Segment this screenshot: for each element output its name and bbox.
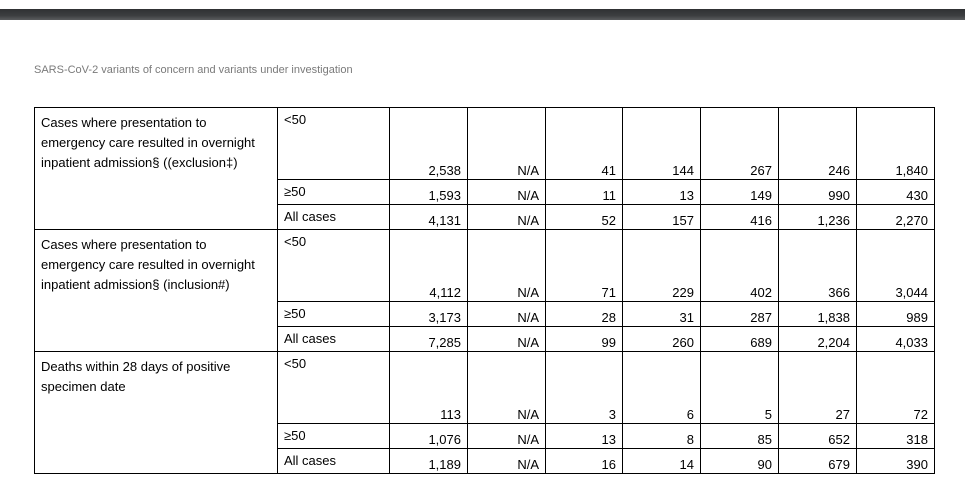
cell-value: 989 — [857, 302, 935, 327]
age-band: ≥50 — [278, 424, 390, 449]
cell-value: 1,838 — [779, 302, 857, 327]
cell-value: 85 — [701, 424, 779, 449]
age-band: <50 — [278, 352, 390, 424]
cell-value: 1,076 — [390, 424, 468, 449]
age-band: ≥50 — [278, 302, 390, 327]
cell-value: 402 — [701, 230, 779, 302]
table-row — [35, 230, 935, 302]
cell-value: 72 — [857, 352, 935, 424]
age-band: <50 — [278, 108, 390, 180]
cell-value: 652 — [779, 424, 857, 449]
cell-value: 90 — [701, 449, 779, 474]
cell-value: 430 — [857, 180, 935, 205]
cell-value: 16 — [546, 449, 623, 474]
table-row — [35, 108, 935, 180]
cell-value: 113 — [390, 352, 468, 424]
cell-value: 990 — [779, 180, 857, 205]
cell-value: 246 — [779, 108, 857, 180]
cell-value: N/A — [468, 352, 546, 424]
cell-value: 99 — [546, 327, 623, 352]
cell-value: N/A — [468, 449, 546, 474]
cell-value: 41 — [546, 108, 623, 180]
cell-value: 13 — [546, 424, 623, 449]
cell-value: 3 — [546, 352, 623, 424]
cell-value: N/A — [468, 327, 546, 352]
cell-value: 390 — [857, 449, 935, 474]
cell-value: 260 — [623, 327, 701, 352]
cell-value: 1,593 — [390, 180, 468, 205]
cell-value: 2,538 — [390, 108, 468, 180]
cell-value: 2,270 — [857, 205, 935, 230]
group-label: Deaths within 28 days of positive specimen date — [35, 352, 278, 474]
window-top-bar-band — [0, 9, 965, 20]
cell-value: 4,112 — [390, 230, 468, 302]
cell-value: 149 — [701, 180, 779, 205]
cell-value: 318 — [857, 424, 935, 449]
cell-value: 267 — [701, 108, 779, 180]
cell-value: 71 — [546, 230, 623, 302]
cell-value: 416 — [701, 205, 779, 230]
cell-value: 31 — [623, 302, 701, 327]
table-caption: SARS-CoV-2 variants of concern and variants under investigation — [34, 64, 353, 76]
cell-value: 679 — [779, 449, 857, 474]
cell-value: N/A — [468, 424, 546, 449]
cell-value: 144 — [623, 108, 701, 180]
age-band: All cases — [278, 205, 390, 230]
window-top-bar — [0, 0, 965, 22]
cell-value: 27 — [779, 352, 857, 424]
age-band: All cases — [278, 327, 390, 352]
cell-value: 2,204 — [779, 327, 857, 352]
cell-value: 4,033 — [857, 327, 935, 352]
cell-value: N/A — [468, 302, 546, 327]
cell-value: 366 — [779, 230, 857, 302]
cell-value: 3,044 — [857, 230, 935, 302]
variants-table — [34, 107, 935, 474]
cell-value: 689 — [701, 327, 779, 352]
cell-value: 11 — [546, 180, 623, 205]
cell-value: 157 — [623, 205, 701, 230]
cell-value: 7,285 — [390, 327, 468, 352]
cell-value: N/A — [468, 230, 546, 302]
cell-value: 1,236 — [779, 205, 857, 230]
cell-value: 1,189 — [390, 449, 468, 474]
cell-value: 3,173 — [390, 302, 468, 327]
cell-value: 5 — [701, 352, 779, 424]
cell-value: 287 — [701, 302, 779, 327]
cell-value: N/A — [468, 180, 546, 205]
age-band: ≥50 — [278, 180, 390, 205]
cell-value: 229 — [623, 230, 701, 302]
cell-value: 28 — [546, 302, 623, 327]
cell-value: 52 — [546, 205, 623, 230]
age-band: All cases — [278, 449, 390, 474]
group-label: Cases where presentation to emergency care resulted in overnight inpatient admission§ (inclusion#) — [35, 230, 278, 352]
cell-value: N/A — [468, 108, 546, 180]
cell-value: 8 — [623, 424, 701, 449]
cell-value: 14 — [623, 449, 701, 474]
cell-value: 1,840 — [857, 108, 935, 180]
age-band: <50 — [278, 230, 390, 302]
group-label: Cases where presentation to emergency care resulted in overnight inpatient admission§ ((exclusion‡) — [35, 108, 278, 230]
table-row — [35, 352, 935, 424]
cell-value: N/A — [468, 205, 546, 230]
cell-value: 13 — [623, 180, 701, 205]
cell-value: 4,131 — [390, 205, 468, 230]
cell-value: 6 — [623, 352, 701, 424]
